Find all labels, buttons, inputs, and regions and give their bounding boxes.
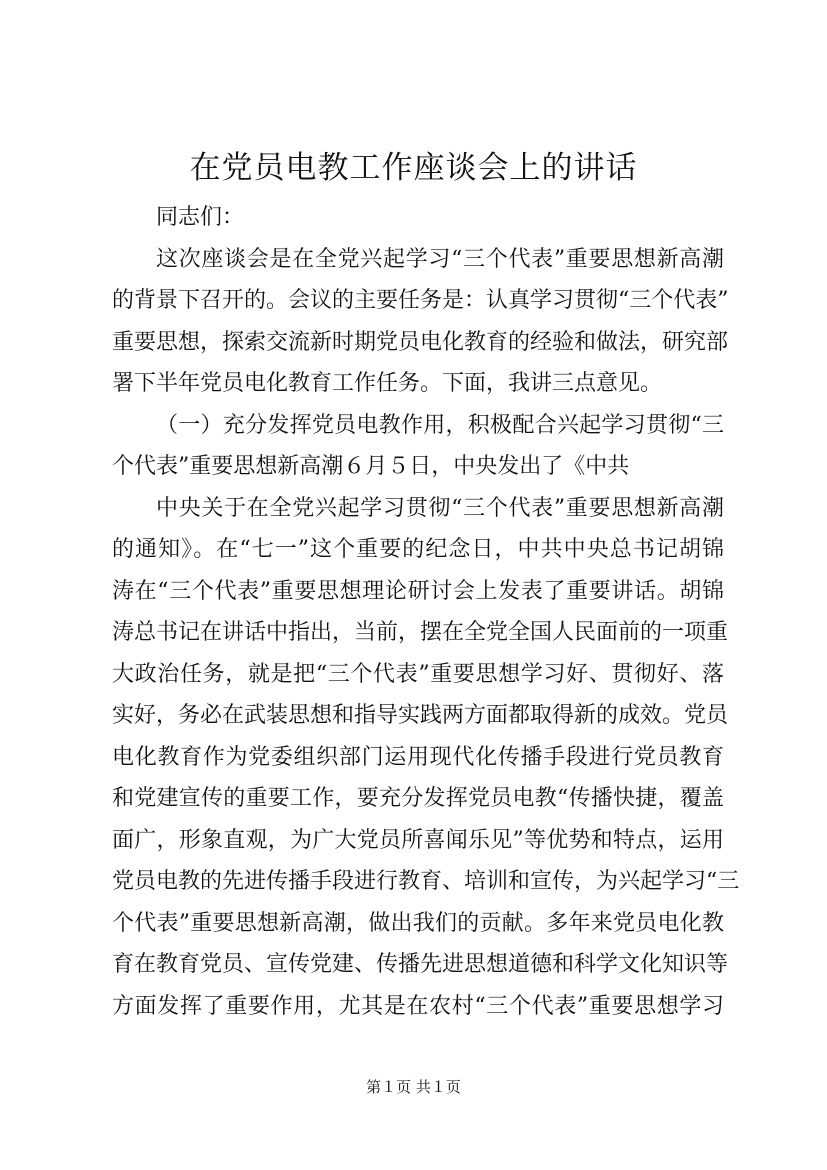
paragraph-line: 重要思想，探索交流新时期党员电化教育的经验和做法，研究部 [112,329,729,355]
salutation-line: 同志们： [156,205,245,230]
paragraph-line: 大政治任务，就是把“三个代表”重要思想学习好、贯彻好、落 [112,661,724,687]
paragraph-line: 涛总书记在讲话中指出，当前，摆在全党全国人民面前的一项重 [112,620,729,645]
paragraph-line: 电化教育作为党委组织部门运用现代化传播手段进行党员教育 [112,744,724,770]
paragraph-line: 面广，形象直观，为广大党员所喜闻乐见”等优势和特点，运用 [112,827,724,853]
paragraph-line: 涛在“三个代表”重要思想理论研讨会上发表了重要讲话。胡锦 [112,578,724,604]
paragraph-line: 实好，务必在武装思想和指导实践两方面都取得新的成效。党员 [112,703,729,728]
section-heading-line: （一）充分发挥党员电教作用，积极配合兴起学习贯彻“三 [156,412,724,438]
paragraph-line: 署下半年党员电化教育工作任务。下面，我讲三点意见。 [112,371,663,396]
document-title: 在党员电教工作座谈会上的讲话 [189,150,638,186]
paragraph-line: 和党建宣传的重要工作，要充分发挥党员电教“传播快捷，覆盖 [112,786,724,811]
paragraph-line: 的通知》。在“七一”这个重要的纪念日，中共中央总书记胡锦 [112,537,724,562]
paragraph-line: 党员电教的先进传播手段进行教育、培训和宣传，为兴起学习“三 [112,869,740,894]
section-heading-line: 个代表”重要思想新高潮６月５日，中央发出了《中共 [112,454,630,479]
paragraph-line: 方面发挥了重要作用，尤其是在农村“三个代表”重要思想学习 [112,993,724,1019]
paragraph-line: 育在教育党员、宣传党建、传播先进思想道德和科学文化知识等 [112,952,729,977]
paragraph-line: 个代表”重要思想新高潮，做出我们的贡献。多年来党员电化教 [112,910,724,936]
paragraph-line: 中央关于在全党兴起学习贯彻“三个代表”重要思想新高潮 [156,495,724,521]
paragraph-line: 这次座谈会是在全党兴起学习“三个代表”重要思想新高潮 [156,246,724,272]
page-number-footer: 第１页 共１页 [366,1078,461,1096]
document-body [112,197,740,1027]
paragraph-line: 的背景下召开的。会议的主要任务是：认真学习贯彻“三个代表” [112,288,729,313]
